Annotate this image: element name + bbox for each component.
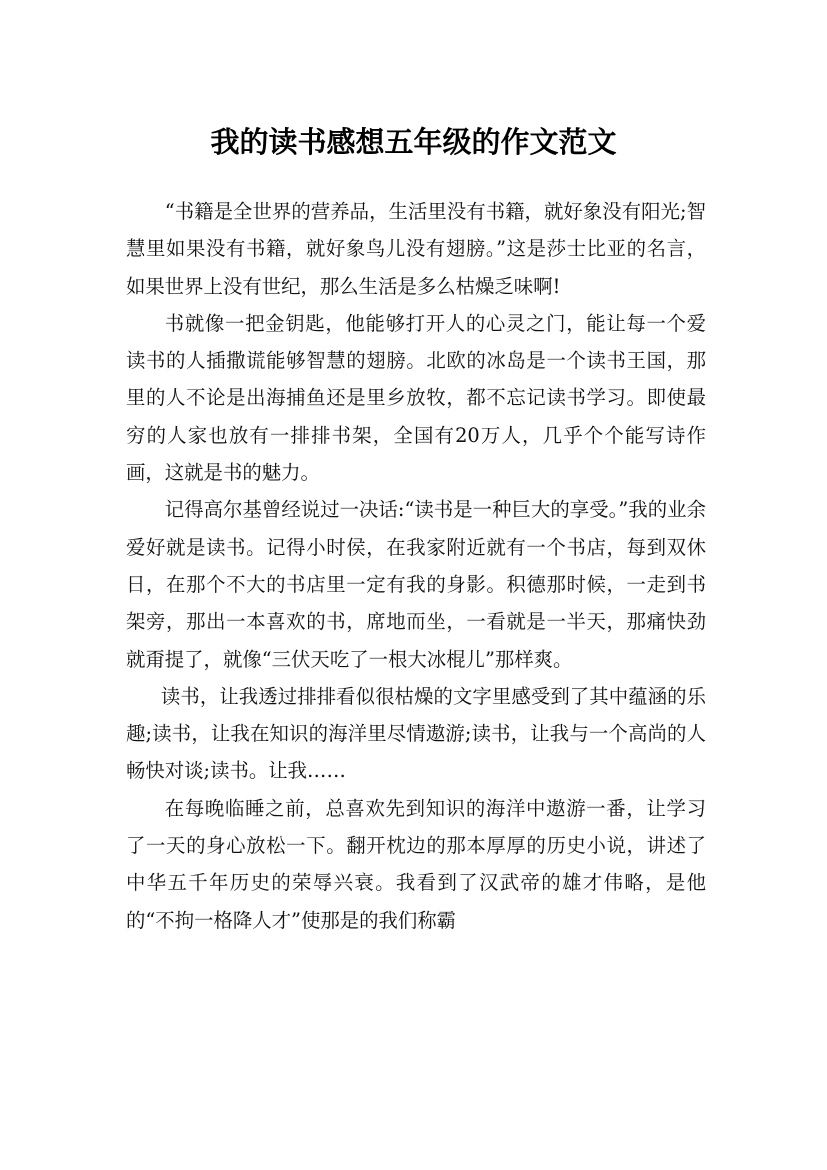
document-title: 我的读书感想五年级的作文范文 — [210, 125, 617, 160]
paragraph-3: 记得高尔基曾经说过一决话:“读书是一种巨大的享受。”我的业余爱好就是读书。记得小时侯，在我家附近就有一个书店，每到双休日，在那个不大的书店里一定有我的身影。积德那时候，一走到书架旁，那出一本喜欢的书，席地而坐，一看就是一半天，那痛快劲就甭提了，就像“三伏天吃了一根大冰棍儿”那样爽。 — [126, 498, 706, 671]
paragraph-4: 读书，让我透过排排看似很枯燥的文字里感受到了其中蕴涵的乐趣;读书，让我在知识的海洋里尽情遨游;读书，让我与一个高尚的人畅快对谈;读书。让我…… — [126, 684, 706, 783]
paragraph-1: “书籍是全世界的营养品，生活里没有书籍，就好象没有阳光;智慧里如果没有书籍，就好象鸟儿没有翅膀。”这是莎士比亚的名言，如果世界上没有世纪，那么生活是多么枯燥乏味啊! — [126, 200, 706, 298]
document-body — [126, 193, 706, 939]
paragraph-5: 在每晚临睡之前，总喜欢先到知识的海洋中遨游一番，让学习了一天的身心放松一下。翻开枕边的那本厚厚的历史小说，讲述了中华五千年历史的荣辱兴衰。我看到了汉武帝的雄才伟略，是他的“不拘一格降人才”使那是的我们称霸 — [126, 796, 706, 932]
paragraph-2: 书就像一把金钥匙，他能够打开人的心灵之门，能让每一个爱读书的人插撒谎能够智慧的翅膀。北欧的冰岛是一个读书王国，那里的人不论是出海捕鱼还是里乡放牧，都不忘记读书学习。即使最穷的人家也放有一排排书架，全国有20万人，几乎个个能写诗作画，这就是书的魅力。 — [126, 311, 706, 485]
